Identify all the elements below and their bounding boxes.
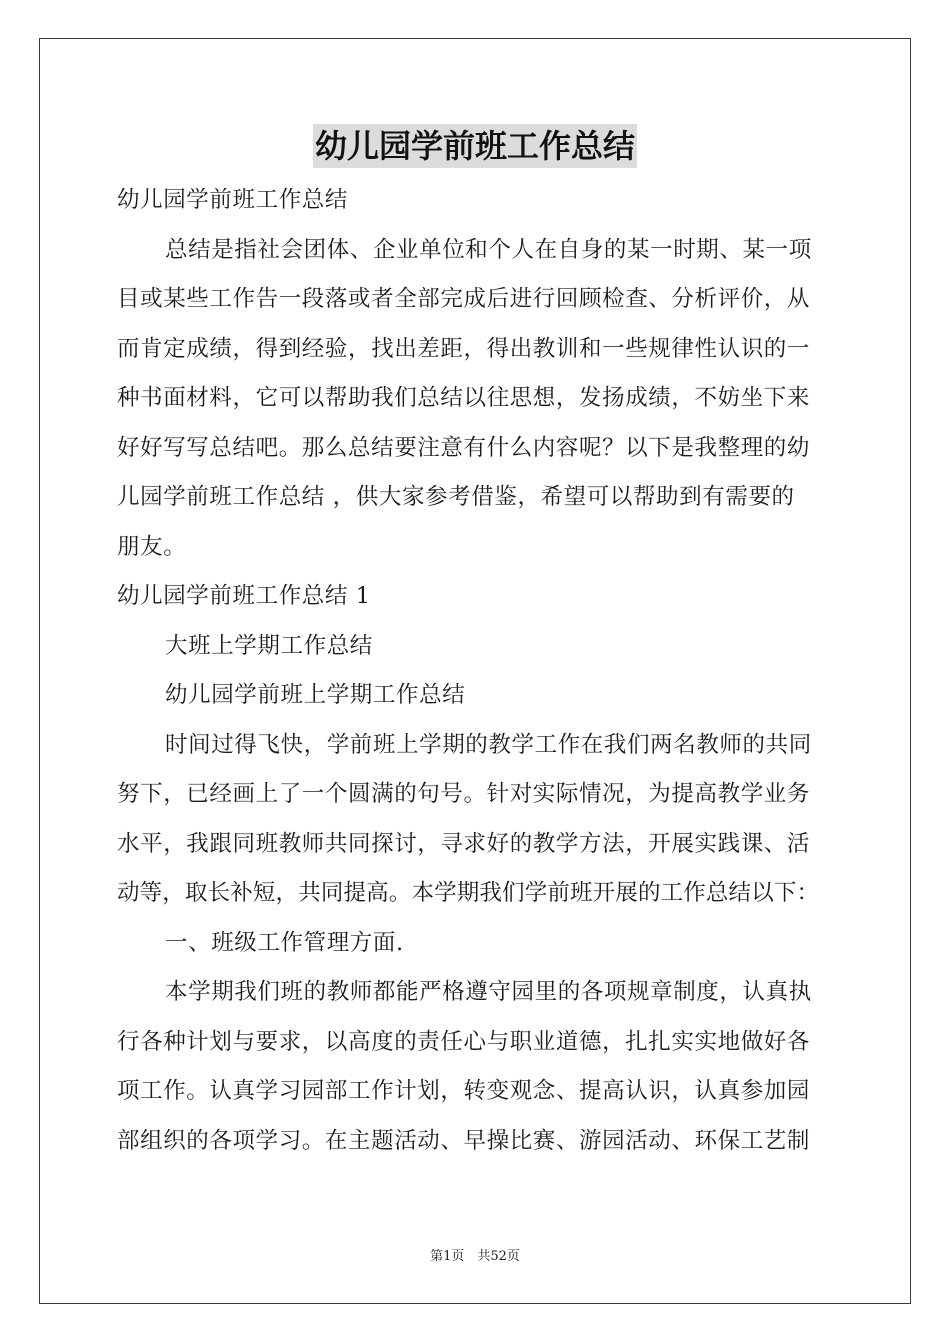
- list-heading: 一、班级工作管理方面.: [165, 929, 404, 956]
- body-line: 努下，已经画上了一个圆满的句号。针对实际情况，为提高教学业务: [117, 781, 811, 807]
- body-line: 目或某些工作告一段落或者全部完成后进行回顾检查、分析评价，从: [117, 286, 811, 312]
- body-line: 而肯定成绩，得到经验，找出差距，得出教训和一些规律性认识的一: [117, 335, 811, 362]
- section-heading-1: 幼儿园学前班工作总结 1: [117, 583, 371, 609]
- body-line: 本学期我们班的教师都能严格遵守园里的各项规章制度，认真执: [165, 979, 812, 1005]
- title-container: [0, 124, 950, 168]
- body-line: 种书面材料，它可以帮助我们总结以往思想，发扬成绩，不妨坐下来: [117, 385, 811, 411]
- body-line: 部组织的各项学习。在主题活动、早操比赛、游园活动、环保工艺制: [117, 1127, 811, 1154]
- body-line: 行各种计划与要求，以高度的责任心与职业道德，扎扎实实地做好各: [117, 1028, 811, 1055]
- document-title: 幼儿园学前班工作总结: [313, 124, 637, 168]
- body-line: 好好写写总结吧。那么总结要注意有什么内容呢？以下是我整理的幼: [117, 434, 811, 461]
- body-line: 朋友。: [117, 533, 187, 560]
- sub-heading: 幼儿园学前班上学期工作总结: [165, 682, 466, 708]
- body-line: 项工作。认真学习园部工作计划，转变观念、提高认识，认真参加园: [117, 1078, 811, 1104]
- body-line: 总结是指社会团体、企业单位和个人在自身的某一时期、某一项: [165, 236, 812, 263]
- body-line: 动等，取长补短，共同提高。本学期我们学前班开展的工作总结以下：: [117, 880, 820, 906]
- document-body: [117, 176, 835, 1166]
- page-footer: 第1页 共52页: [430, 1249, 520, 1264]
- sub-heading: 大班上学期工作总结: [165, 632, 373, 659]
- body-line: 儿园学前班工作总结 ，供大家参考借鉴，希望可以帮助到有需要的: [117, 484, 795, 510]
- body-line-subtitle: 幼儿园学前班工作总结: [117, 187, 349, 213]
- body-line: 水平，我跟同班教师共同探讨，寻求好的教学方法，开展实践课、活: [117, 830, 811, 857]
- body-line: 时间过得飞快，学前班上学期的教学工作在我们两名教师的共同: [165, 731, 812, 758]
